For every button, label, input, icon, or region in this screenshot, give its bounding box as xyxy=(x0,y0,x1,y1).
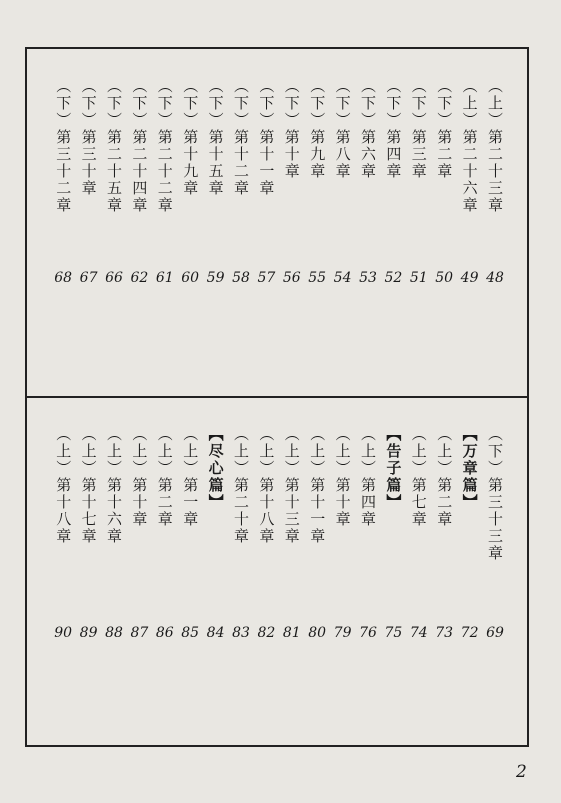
chapter-title: （上）第二十三章 xyxy=(486,78,504,214)
chapter-title: （下）第十章 xyxy=(282,78,301,180)
chapter-page-number: 57 xyxy=(257,270,276,286)
section-heading: 【尽心篇】 xyxy=(206,426,225,511)
toc-entry[interactable] xyxy=(178,426,202,641)
chapter-page-number: 85 xyxy=(181,625,200,641)
chapter-title: （下）第三十三章 xyxy=(486,426,504,562)
chapter-page-number: 53 xyxy=(359,270,377,286)
section-heading: 【告子篇】 xyxy=(384,426,403,511)
toc-entry[interactable] xyxy=(204,78,228,286)
chapter-title: （上）第十八章 xyxy=(54,426,73,545)
chapter-page-number: 89 xyxy=(79,625,98,641)
chapter-title: （上）第十六章 xyxy=(105,426,123,545)
toc-entry[interactable] xyxy=(77,78,101,286)
toc-entry[interactable] xyxy=(229,78,253,286)
toc-entry[interactable] xyxy=(153,426,177,641)
chapter-page-number: 90 xyxy=(54,625,73,641)
chapter-page-number: 61 xyxy=(155,270,174,286)
toc-entry[interactable] xyxy=(381,426,405,641)
chapter-title: （下）第九章 xyxy=(308,78,327,180)
chapter-title: （下）第十二章 xyxy=(232,78,250,197)
chapter-page-number: 68 xyxy=(54,270,73,286)
toc-entry[interactable] xyxy=(127,78,151,286)
toc-entry[interactable] xyxy=(432,78,456,286)
chapter-page-number: 49 xyxy=(460,270,479,286)
toc-entry[interactable] xyxy=(458,426,482,641)
toc-entry[interactable] xyxy=(407,426,431,641)
chapter-title: （上）第二十六章 xyxy=(460,78,479,214)
chapter-page-number: 67 xyxy=(79,270,98,286)
toc-entry[interactable] xyxy=(331,78,355,286)
toc-entry[interactable] xyxy=(153,78,177,286)
chapter-page-number: 54 xyxy=(333,270,352,286)
toc-entry[interactable] xyxy=(51,78,75,286)
toc-entry[interactable] xyxy=(407,78,431,286)
chapter-title: （下）第二十四章 xyxy=(130,78,149,214)
chapter-page-number: 59 xyxy=(206,270,225,286)
toc-entry[interactable] xyxy=(178,78,202,286)
toc-entry[interactable] xyxy=(331,426,355,641)
toc-entry[interactable] xyxy=(305,78,329,286)
chapter-title: （下）第八章 xyxy=(333,78,352,180)
chapter-title: （上）第十八章 xyxy=(257,426,276,545)
chapter-title: （下）第三十章 xyxy=(79,78,98,197)
chapter-page-number: 51 xyxy=(409,270,428,286)
chapter-page-number: 83 xyxy=(232,625,250,641)
chapter-title: （下）第三十二章 xyxy=(54,78,73,214)
chapter-title: （下）第六章 xyxy=(359,78,377,180)
chapter-title: （上）第四章 xyxy=(359,426,377,528)
chapter-title: （下）第二十二章 xyxy=(155,78,174,214)
chapter-page-number: 56 xyxy=(282,270,301,286)
chapter-page-number: 75 xyxy=(384,625,403,641)
chapter-page-number: 79 xyxy=(333,625,352,641)
chapter-page-number: 58 xyxy=(232,270,250,286)
toc-entry[interactable] xyxy=(356,78,380,286)
chapter-title: （下）第二十五章 xyxy=(105,78,123,214)
section-heading: 【万章篇】 xyxy=(460,426,479,511)
chapter-page-number: 48 xyxy=(486,270,504,286)
chapter-title: （上）第二十章 xyxy=(232,426,250,545)
toc-entry[interactable] xyxy=(229,426,253,641)
toc-entry[interactable] xyxy=(204,426,228,641)
chapter-page-number: 81 xyxy=(282,625,301,641)
toc-entry[interactable] xyxy=(483,426,507,641)
toc-entry[interactable] xyxy=(102,78,126,286)
toc-entry[interactable] xyxy=(254,78,278,286)
chapter-page-number: 55 xyxy=(308,270,327,286)
chapter-title: （下）第十五章 xyxy=(206,78,225,197)
chapter-title: （上）第十一章 xyxy=(308,426,327,545)
toc-entry[interactable] xyxy=(254,426,278,641)
toc-entry[interactable] xyxy=(77,426,101,641)
toc-entry[interactable] xyxy=(127,426,151,641)
chapter-title: （上）第十章 xyxy=(130,426,149,528)
toc-entry[interactable] xyxy=(305,426,329,641)
chapter-page-number: 69 xyxy=(486,625,504,641)
chapter-page-number: 88 xyxy=(105,625,123,641)
toc-entry[interactable] xyxy=(432,426,456,641)
chapter-page-number: 74 xyxy=(409,625,428,641)
chapter-page-number: 60 xyxy=(181,270,200,286)
chapter-title: （下）第十一章 xyxy=(257,78,276,197)
chapter-page-number: 80 xyxy=(308,625,327,641)
toc-entry[interactable] xyxy=(381,78,405,286)
chapter-title: （下）第十九章 xyxy=(181,78,200,197)
chapter-title: （上）第一章 xyxy=(181,426,200,528)
chapter-page-number: 76 xyxy=(359,625,377,641)
chapter-page-number: 52 xyxy=(384,270,403,286)
chapter-title: （上）第二章 xyxy=(155,426,174,528)
toc-entry[interactable] xyxy=(280,78,304,286)
chapter-page-number: 62 xyxy=(130,270,149,286)
chapter-title: （上）第十七章 xyxy=(79,426,98,545)
toc-entry[interactable] xyxy=(280,426,304,641)
chapter-title: （下）第四章 xyxy=(384,78,403,180)
chapter-page-number: 87 xyxy=(130,625,149,641)
toc-entry[interactable] xyxy=(51,426,75,641)
chapter-page-number: 84 xyxy=(206,625,225,641)
chapter-page-number: 72 xyxy=(460,625,479,641)
toc-entry[interactable] xyxy=(458,78,482,286)
chapter-title: （下）第三章 xyxy=(409,78,428,180)
chapter-page-number: 66 xyxy=(105,270,123,286)
chapter-title: （上）第十三章 xyxy=(282,426,301,545)
chapter-title: （下）第二章 xyxy=(435,78,454,180)
chapter-title: （上）第二章 xyxy=(435,426,454,528)
toc-entry[interactable] xyxy=(356,426,380,641)
chapter-page-number: 86 xyxy=(155,625,174,641)
chapter-page-number: 73 xyxy=(435,625,454,641)
toc-entry[interactable] xyxy=(483,78,507,286)
chapter-title: （上）第十章 xyxy=(333,426,352,528)
chapter-page-number: 82 xyxy=(257,625,276,641)
toc-entry[interactable] xyxy=(102,426,126,641)
chapter-page-number: 50 xyxy=(435,270,454,286)
page-number: 2 xyxy=(516,762,527,782)
chapter-title: （上）第七章 xyxy=(409,426,428,528)
